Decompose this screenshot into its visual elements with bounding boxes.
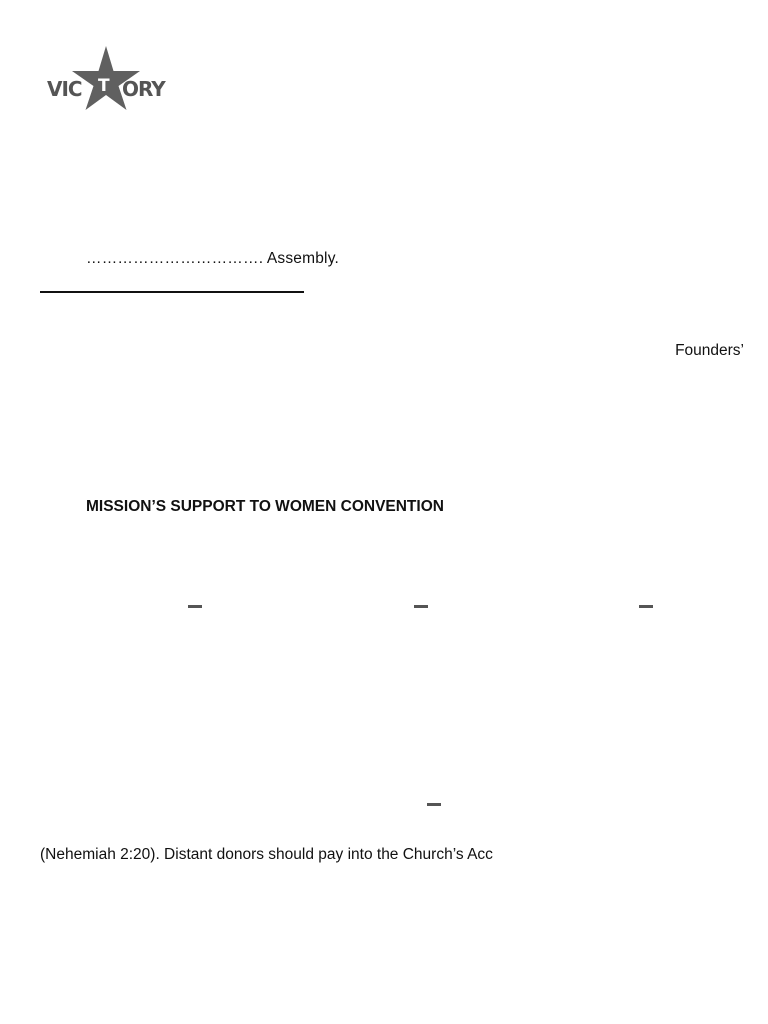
- svg-text:VIC: VIC: [47, 77, 82, 101]
- dash-mark: [639, 605, 653, 608]
- victory-logo: [46, 44, 178, 112]
- dash-mark: [414, 605, 428, 608]
- section-heading: MISSION’S SUPPORT TO WOMEN CONVENTION: [86, 498, 444, 515]
- svg-text:T: T: [98, 76, 110, 96]
- assembly-line: ……………………………. Assembly.: [86, 250, 339, 267]
- founders-fragment: Founders’: [675, 342, 744, 359]
- nehemiah-paragraph-line: (Nehemiah 2:20). Distant donors should pay into the Church’s Acc: [40, 846, 493, 863]
- star-logo-icon: [46, 44, 178, 112]
- dash-mark: [427, 803, 441, 806]
- dash-mark: [188, 605, 202, 608]
- svg-text:ORY: ORY: [122, 77, 165, 101]
- horizontal-rule: [40, 291, 304, 293]
